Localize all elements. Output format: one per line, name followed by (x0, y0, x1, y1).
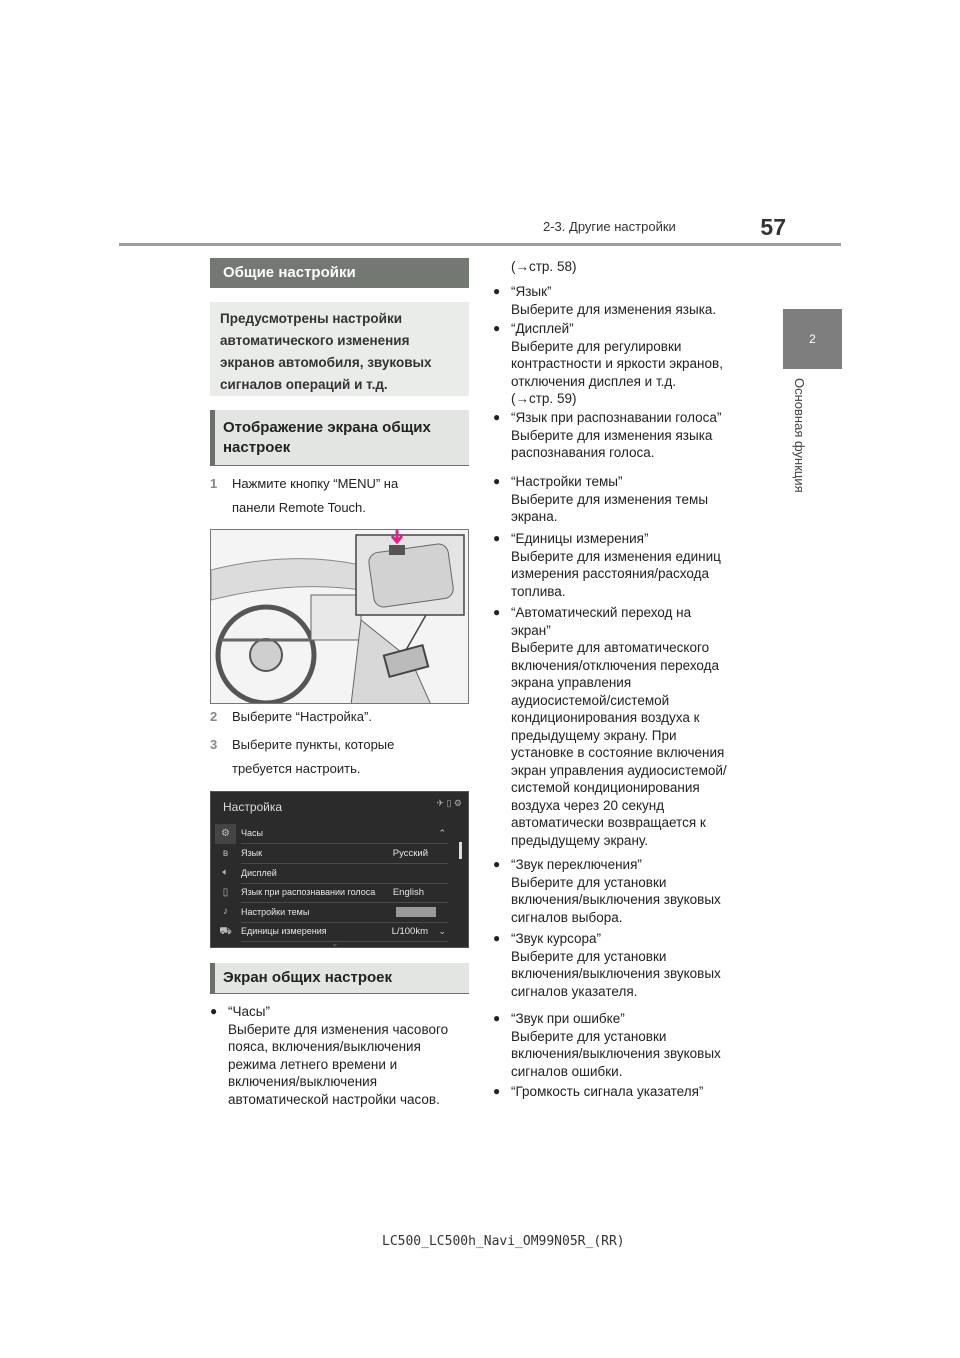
theme-slider[interactable] (396, 907, 436, 917)
step-text-line: Нажмите кнопку “MENU” на (232, 476, 399, 491)
bullet-title: “Звук переключения” (511, 857, 642, 872)
dashboard-illustration (210, 529, 469, 704)
bullet-line: Выберите для изменения единиц (511, 548, 721, 564)
bullet-line: Выберите для изменения темы (511, 491, 709, 507)
bullet-line: включения/выключения звуковых (511, 966, 721, 981)
row-value: English (392, 887, 424, 898)
bullet-line: контрастности и яркости экранов, (511, 356, 723, 371)
bullet-line: системой кондиционирования (511, 780, 700, 795)
bullet-item (493, 320, 755, 408)
row-value: Русский (392, 848, 428, 859)
settings-screen (210, 791, 469, 948)
bullet-dot-icon: ● (493, 605, 501, 619)
screen-sidebar (215, 824, 236, 942)
bullet-line: включения/отключения перехода (511, 657, 720, 673)
bullet-title: “Автоматический переход на (511, 605, 692, 620)
bullet-line: предыдущему экрану. При (511, 727, 677, 743)
row-value: L/100km (391, 926, 428, 937)
step-number: 3 (210, 737, 218, 752)
bullet-title: “Звук курсора” (511, 931, 602, 946)
bullet-title: “Громкость сигнала указателя” (511, 1084, 704, 1099)
step-text-line: Выберите “Настройка”. (232, 709, 372, 724)
row-label: Часы (241, 828, 263, 838)
bullet-dot-icon: ● (493, 931, 501, 945)
bullet-line: экран управления аудиосистемой/ (511, 762, 727, 778)
bullet-title: “Настройки темы” (511, 474, 623, 489)
intro-note-line: сигналов операций и т.д. (220, 377, 388, 392)
chapter-tab[interactable]: 2 (783, 309, 842, 369)
intro-note-line: автоматического изменения (220, 333, 410, 348)
bullet-item (493, 930, 755, 1000)
step-number: 1 (210, 476, 218, 491)
step-1 (210, 473, 470, 522)
row-label: Язык (241, 848, 263, 858)
bullet-line: Выберите для установки (511, 1028, 667, 1044)
intro-note-line: Предусмотрены настройки (220, 311, 403, 326)
bullet-line: включения/выключения звуковых (511, 1046, 721, 1061)
bullet-line: отключения дисплея и т.д. (511, 373, 677, 389)
bullet-title: “Дисплей” (511, 321, 574, 336)
bullet-line: пояса, включения/выключения (228, 1039, 421, 1054)
status-icons: ✈ ▯ ⚙ (436, 798, 462, 808)
section-header: 2-3. Другие настройки (543, 219, 676, 234)
bullet-dot-icon: ● (493, 1084, 501, 1098)
bullet-item (493, 1083, 755, 1101)
subsection-title-display: Отображение экрана общих настроек (210, 410, 469, 466)
chapter-tab-label: Основная функция (792, 378, 807, 493)
bullet-dot-icon: ● (493, 410, 501, 424)
settings-row-voice-language[interactable] (241, 883, 448, 903)
bullet-line: Выберите для изменения языка (511, 427, 713, 443)
bullet-dot-icon: ● (493, 531, 501, 545)
bullet-item (493, 1010, 755, 1080)
bullet-title: “Язык при распознавании голоса” (511, 410, 722, 425)
scroll-down-icon[interactable]: ⌄ (331, 938, 339, 948)
bullet-dot-icon: ● (493, 1011, 501, 1025)
bullet-line: Выберите для установки (511, 948, 667, 964)
continuation-ref: (→стр. 58) (511, 259, 577, 274)
scrollbar[interactable] (459, 842, 462, 859)
gear-icon[interactable]: ⚙ (215, 824, 236, 844)
bullet-line: измерения расстояния/расхода (511, 566, 709, 581)
bullet-item (493, 604, 755, 849)
speaker-icon[interactable]: 🔈︎ (222, 867, 229, 878)
subsection-title-screen: Экран общих настроек (210, 963, 469, 994)
row-label: Язык при распознавании голоса (241, 887, 376, 897)
section-title-band: Общие настройки (210, 258, 469, 288)
bullet-line: Выберите для изменения часового (228, 1021, 449, 1037)
bullet-line: распознавания голоса. (511, 445, 655, 460)
bluetooth-icon[interactable]: ʙ (222, 847, 229, 859)
row-label: Единицы измерения (241, 926, 327, 936)
bullet-dot-icon: ● (493, 857, 501, 871)
settings-row-units[interactable] (241, 922, 448, 942)
step-text-line: панели Remote Touch. (232, 500, 366, 515)
phone-icon[interactable]: ▯ (222, 886, 229, 898)
bullet-line: аудиосистемой/системой (511, 692, 670, 708)
bullet-line: экрана. (511, 509, 558, 524)
intro-note-line: экранов автомобиля, звуковых (220, 355, 432, 370)
step-number: 2 (210, 709, 218, 724)
bullet-line: включения/выключения (228, 1074, 378, 1089)
bullet-line: Выберите для изменения языка. (511, 301, 717, 317)
bullet-line: автоматически возвращается к (511, 815, 706, 830)
bullet-item (493, 473, 755, 526)
bullet-line: экрана управления (511, 675, 632, 690)
bullet-item (493, 409, 755, 462)
bullet-line: воздуха через 20 секунд (511, 797, 665, 813)
bullet-line: Выберите для регулировки (511, 338, 682, 354)
bullet-title: “Звук при ошибке” (511, 1011, 625, 1026)
bullet-dot-icon: ● (493, 321, 501, 335)
settings-row-language[interactable] (241, 844, 448, 864)
dashboard-drawing (211, 530, 469, 704)
bullet-line: сигналов указателя. (511, 983, 638, 999)
bullet-line: режима летнего времени и (228, 1056, 398, 1072)
bullet-item (493, 530, 755, 600)
bullet-dot-icon: ● (493, 474, 501, 488)
bullet-line: Выберите для установки (511, 874, 667, 890)
bullet-line: экран” (511, 622, 551, 638)
bullet-line: кондиционирования воздуха к (511, 710, 700, 725)
step-3 (210, 734, 470, 783)
chevron-up-icon[interactable]: ⌃ (438, 828, 446, 838)
settings-row-clock[interactable] (241, 824, 448, 844)
bullet-line: предыдущему экрану. (511, 832, 649, 848)
bullet-item (493, 856, 755, 926)
bullet-line: установке в состояние включения (511, 745, 725, 760)
bullet-line: включения/выключения звуковых (511, 892, 721, 907)
bullet-line: сигналов выбора. (511, 909, 623, 925)
step-text-line: требуется настроить. (232, 761, 361, 776)
chevron-down-icon[interactable]: ⌄ (438, 926, 446, 936)
page-number: 57 (760, 214, 786, 240)
bullet-title: “Язык” (511, 284, 552, 299)
row-label: Дисплей (241, 868, 277, 878)
intro-note (210, 302, 469, 396)
bullet-line: (→стр. 59) (511, 391, 577, 406)
header-rule (119, 243, 841, 246)
step-text-line: Выберите пункты, которые (232, 737, 395, 752)
screen-title: Настройка (223, 800, 283, 814)
step-2 (210, 706, 470, 727)
bullet-line: Выберите для автоматического (511, 640, 710, 655)
footer-code: LC500_LC500h_Navi_OM99N05R_(RR) (382, 1234, 625, 1249)
bullet-title: “Часы” (228, 1004, 270, 1019)
bullet-dot-icon: ● (493, 284, 501, 298)
bullet-line: топлива. (511, 583, 566, 599)
bullet-line: сигналов ошибки. (511, 1063, 623, 1079)
bullet-clock (210, 1003, 472, 1108)
bullet-item (493, 283, 755, 318)
bullet-line: автоматической настройки часов. (228, 1091, 440, 1107)
bullet-title: “Единицы измерения” (511, 531, 649, 546)
bullet-dot-icon: ● (210, 1004, 218, 1018)
voice-icon[interactable]: ♪ (223, 906, 228, 917)
car-icon[interactable]: ⛟ (219, 925, 232, 937)
row-label: Настройки темы (241, 907, 310, 917)
settings-row-display[interactable] (241, 864, 448, 884)
